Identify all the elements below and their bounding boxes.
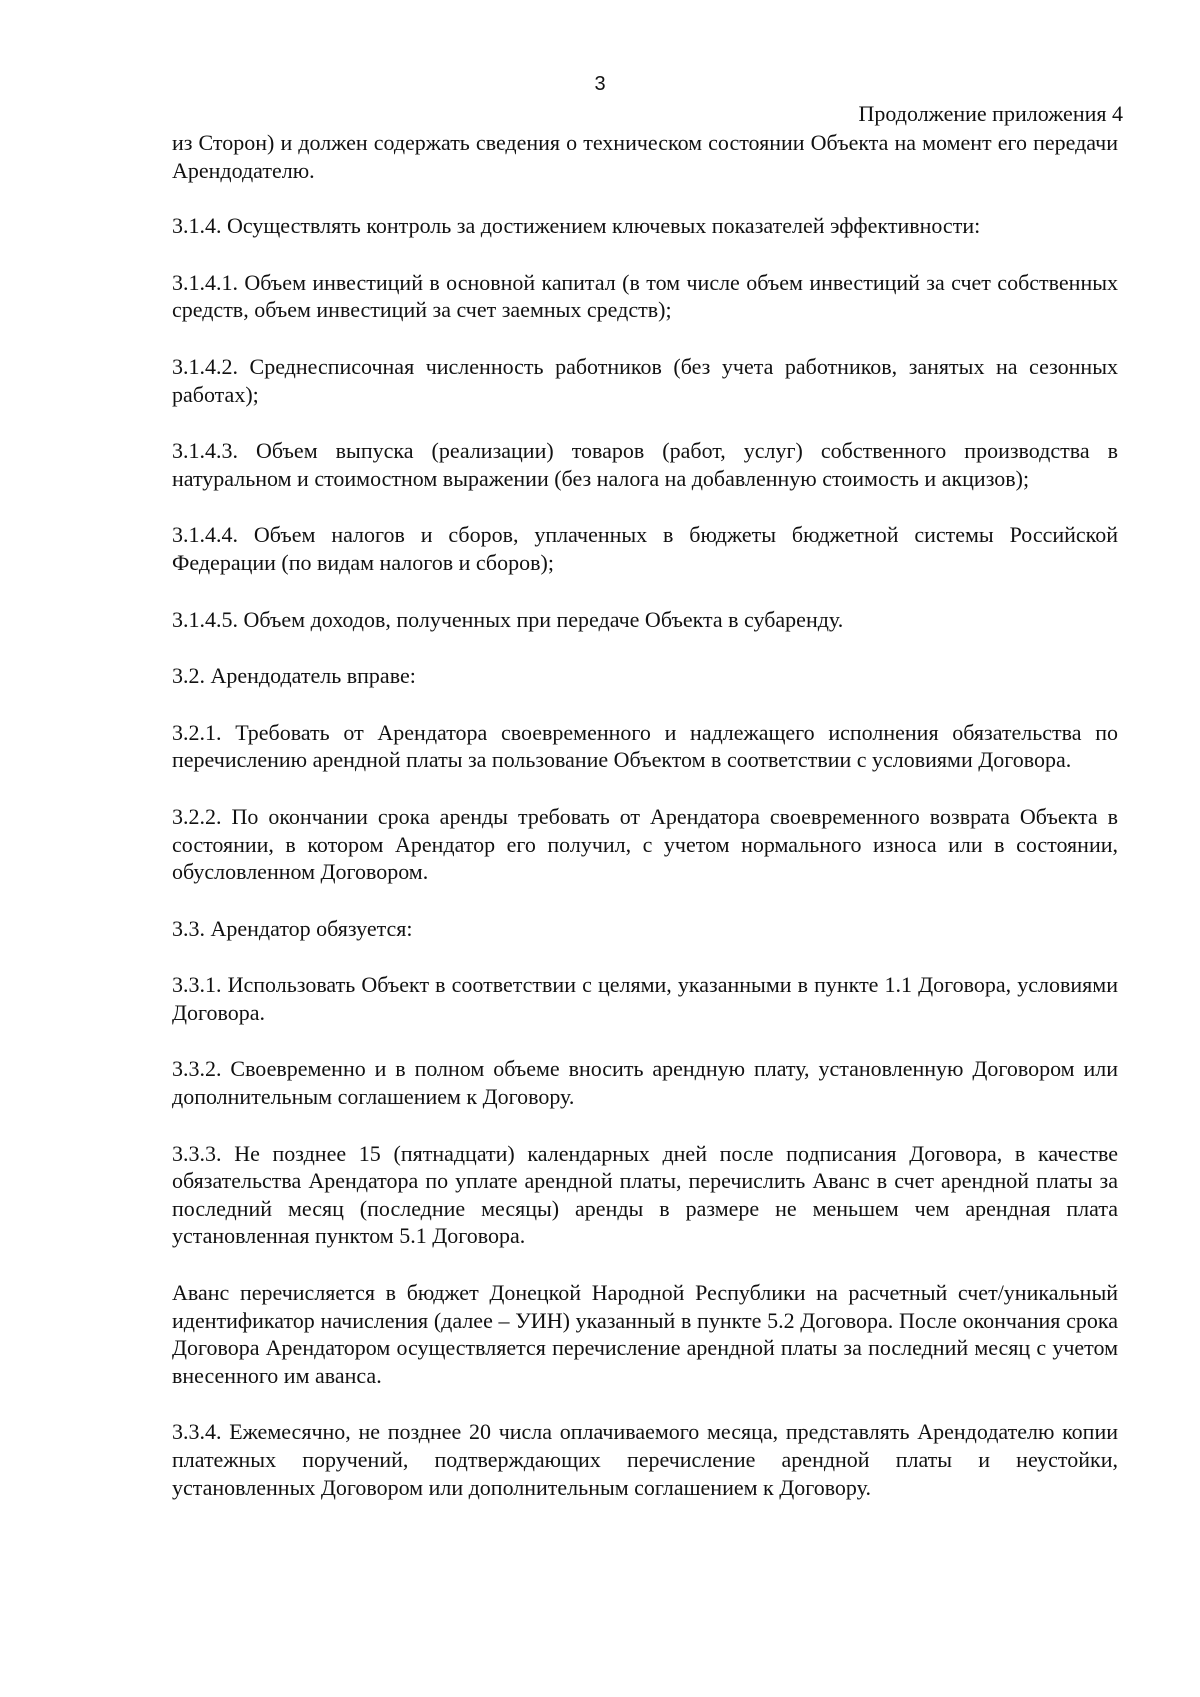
appendix-continuation-label: Продолжение приложения 4 — [858, 101, 1123, 126]
paragraph-3-2-2: 3.2.2. По окончании срока аренды требовать от Арендатора своевременного возврата Объекта в состоянии, в котором Арендатор его получил, с учетом нормального износа или в состоянии, обусловленном Договором. — [172, 803, 1118, 885]
paragraph-3-3-3: 3.3.3. Не позднее 15 (пятнадцати) календарных дней после подписания Договора, в качестве обязательства Арендатора по уплате арендной платы, перечислить Аванс в счет арендной платы за последний месяц (последние месяцы) аренды в размере не меньшем чем арендная плата установленная пунктом 5.1 Договора. — [172, 1140, 1118, 1249]
paragraph-3-2: 3.2. Арендодатель вправе: — [172, 663, 416, 689]
page-number: 3 — [594, 73, 606, 95]
paragraph-3-1-4-2: 3.1.4.2. Среднесписочная численность работников (без учета работников, занятых на сезонных работах); — [172, 353, 1118, 407]
paragraph-3-1-4-3: 3.1.4.3. Объем выпуска (реализации) товаров (работ, услуг) собственного производства в натуральном и стоимостном выражении (без налога на добавленную стоимость и акцизов); — [172, 438, 1118, 491]
paragraph-3-1-4: 3.1.4. Осуществлять контроль за достижением ключевых показателей эффективности: — [172, 213, 981, 239]
paragraph-3-2-1: 3.2.1. Требовать от Арендатора своевременного и надлежащего исполнения обязательства по перечислению арендной платы за пользование Объектом в соответствии с условиями Договора. — [172, 719, 1118, 773]
paragraph-3-1-4-4: 3.1.4.4. Объем налогов и сборов, уплаченных в бюджеты бюджетной системы Российской Федерации (по видам налогов и сборов); — [172, 522, 1118, 575]
paragraph-3-1-4-1: 3.1.4.1. Объем инвестиций в основной капитал (в том числе объем инвестиций за счет собственных средств, объем инвестиций за счет заемных средств); — [172, 269, 1118, 323]
paragraph-3-3-4: 3.3.4. Ежемесячно, не позднее 20 числа оплачиваемого месяца, представлять Арендодателю копии платежных поручений, подтверждающих перечисление арендной платы и неустойки, установленных Договором или дополнительным соглашением к Договору. — [172, 1419, 1118, 1500]
document-body — [172, 129, 1118, 1530]
paragraph-3-3-2: 3.3.2. Своевременно и в полном объеме вносить арендную плату, установленную Договором или дополнительным соглашением к Договору. — [172, 1056, 1118, 1110]
paragraph-3-3: 3.3. Арендатор обязуется: — [172, 915, 413, 941]
paragraph-advance-payment: Аванс перечисляется в бюджет Донецкой Народной Республики на расчетный счет/уникальный идентификатор начисления (далее – УИН) указанный в пункте 5.2 Договора. После окончания срока Договора Арендатором осуществляется перечисление арендной платы за последний месяц с учетом внесенного им аванса. — [172, 1280, 1118, 1388]
paragraph-3-3-1: 3.3.1. Использовать Объект в соответствии с целями, указанными в пункте 1.1 Договора, условиями Договора. — [172, 972, 1118, 1025]
paragraph-3-1-4-5: 3.1.4.5. Объем доходов, полученных при передаче Объекта в субаренду. — [172, 606, 844, 632]
paragraph-continuation: из Сторон) и должен содержать сведения о техническом состоянии Объекта на момент его передачи Арендодателю. — [172, 130, 1118, 183]
